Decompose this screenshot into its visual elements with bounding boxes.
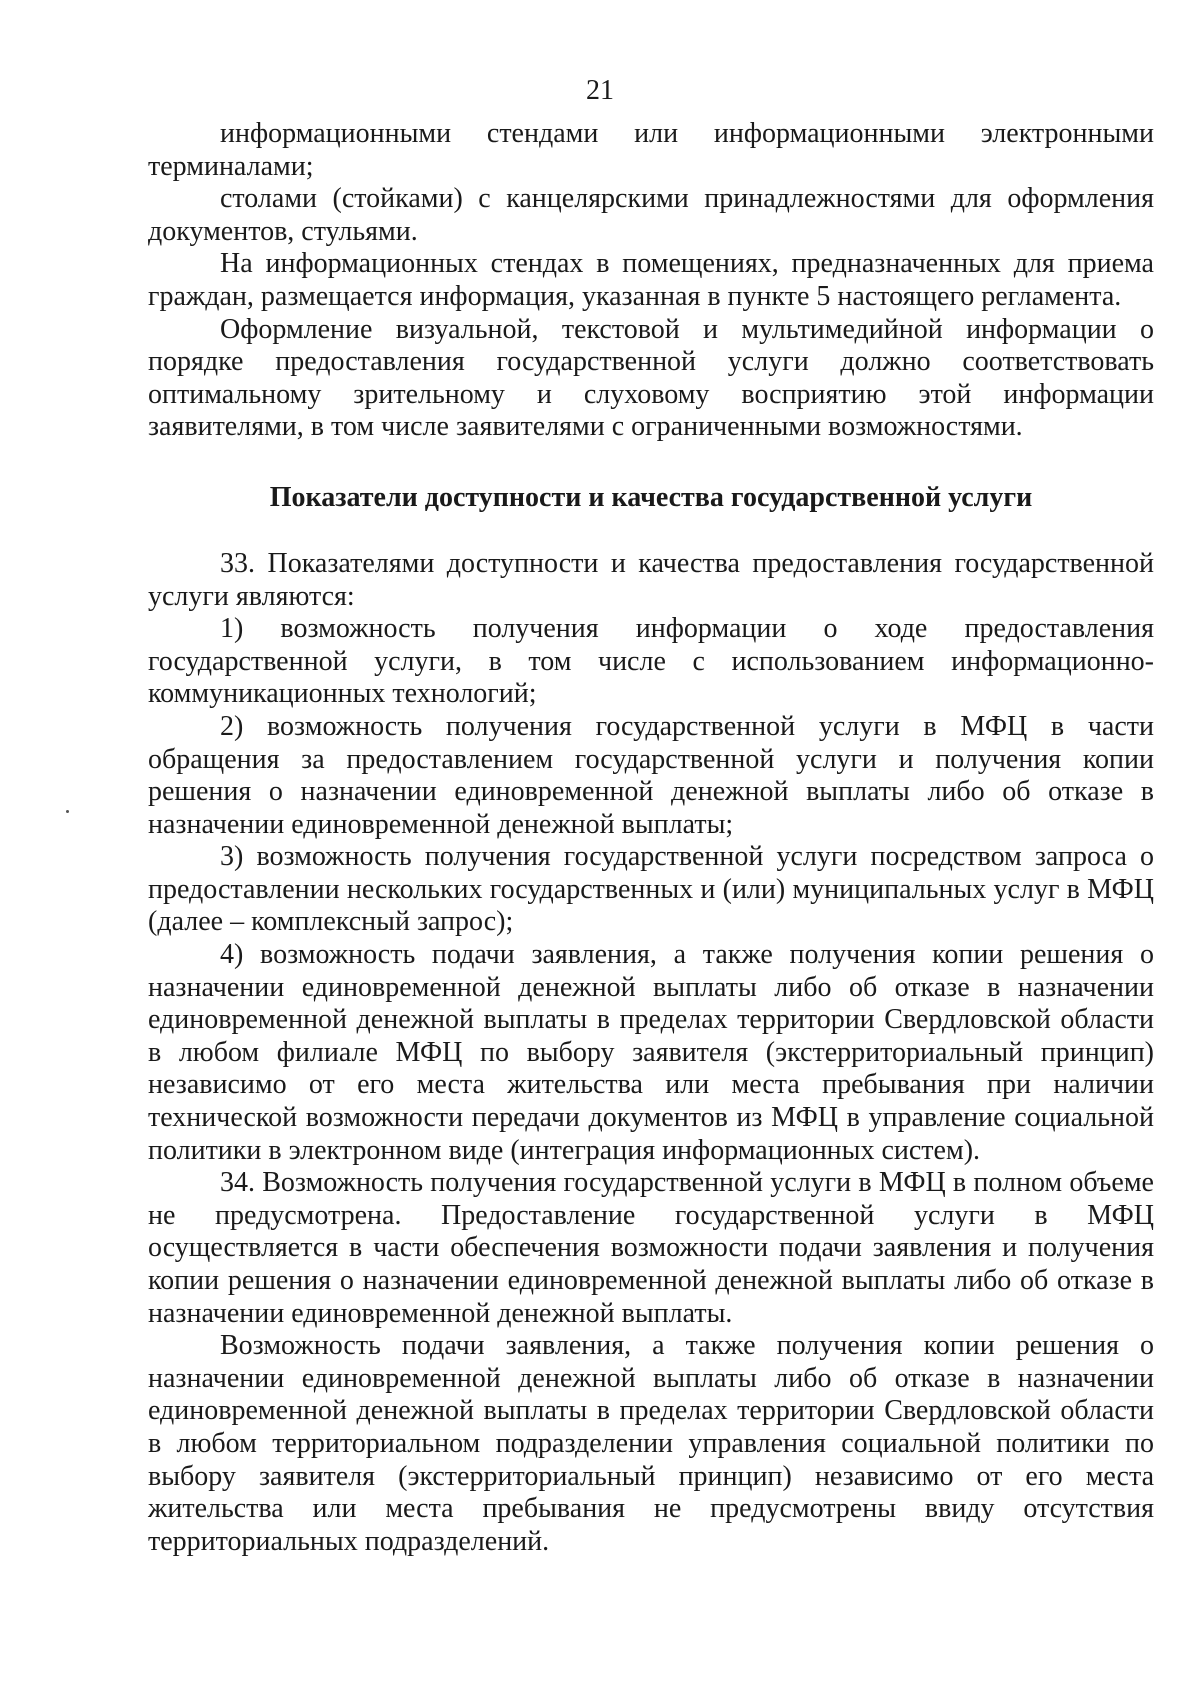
list-item: 4) возможность подачи заявления, а также получения копии решения о назначении единовременной денежной выплаты либо об отказе в назначении единовременной денежной выплаты в пределах территории Свердловской области в любом филиале МФЦ по выбору заявителя (экстерриториальный принцип) независимо от его места жительства или места пребывания при наличии технической возможности передачи документов из МФЦ в управление социальной политики в электронном виде (интеграция информационных систем). xyxy=(148,939,1154,1166)
paragraph-item-34: 34. Возможность получения государственной услуги в МФЦ в полном объеме не предусмотрена. Предоставление государственной услуги в МФЦ осуществляется в части обеспечения возможности подачи заявления и получения копии решения о назначении единовременной денежной выплаты либо об отказе в назначении единовременной денежной выплаты. xyxy=(148,1167,1154,1329)
paragraph-item-33: 33. Показателями доступности и качества предоставления государственной услуги являются: xyxy=(148,547,1154,612)
list-item: 2) возможность получения государственной услуги в МФЦ в части обращения за предоставлением государственной услуги и получения копии решения о назначении единовременной денежной выплаты либо об отказе в назначении единовременной денежной выплаты; xyxy=(148,710,1154,840)
paragraph: столами (стойками) с канцелярскими принадлежностями для оформления документов, стульями. xyxy=(148,183,1154,247)
list-item: 1) возможность получения информации о ходе предоставления государственной услуги, в том числе с использованием информационно-коммуникационных технологий; xyxy=(148,613,1154,710)
section-heading: Показатели доступности и качества государственной услуги xyxy=(269,481,1033,513)
page-number: 21 xyxy=(586,75,614,106)
paragraph: На информационных стендах в помещениях, предназначенных для приема граждан, размещается информация, указанная в пункте 5 настоящего регламента. xyxy=(148,248,1154,312)
paragraph: Возможность подачи заявления, а также получения копии решения о назначении единовременной денежной выплаты либо об отказе в назначении единовременной денежной выплаты в пределах территории Свердловской области в любом территориальном подразделении управления социальной политики по выбору заявителя (экстерриториальный принцип) независимо от его места жительства или места пребывания не предусмотрены ввиду отсутствия территориальных подразделений. xyxy=(148,1330,1154,1557)
list-item: 3) возможность получения государственной услуги посредством запроса о предоставлении нескольких государственных и (или) муниципальных услуг в МФЦ (далее – комплексный запрос); xyxy=(148,841,1154,938)
document-body xyxy=(148,118,1154,1558)
paragraph: информационными стендами или информационными электронными терминалами; xyxy=(148,118,1154,182)
scan-speck xyxy=(66,810,69,813)
paragraph: Оформление визуальной, текстовой и мультимедийной информации о порядке предоставления государственной услуги должно соответствовать оптимальному зрительному и слуховому восприятию этой информации заявителями, в том числе заявителями с ограниченными возможностями. xyxy=(148,313,1154,443)
